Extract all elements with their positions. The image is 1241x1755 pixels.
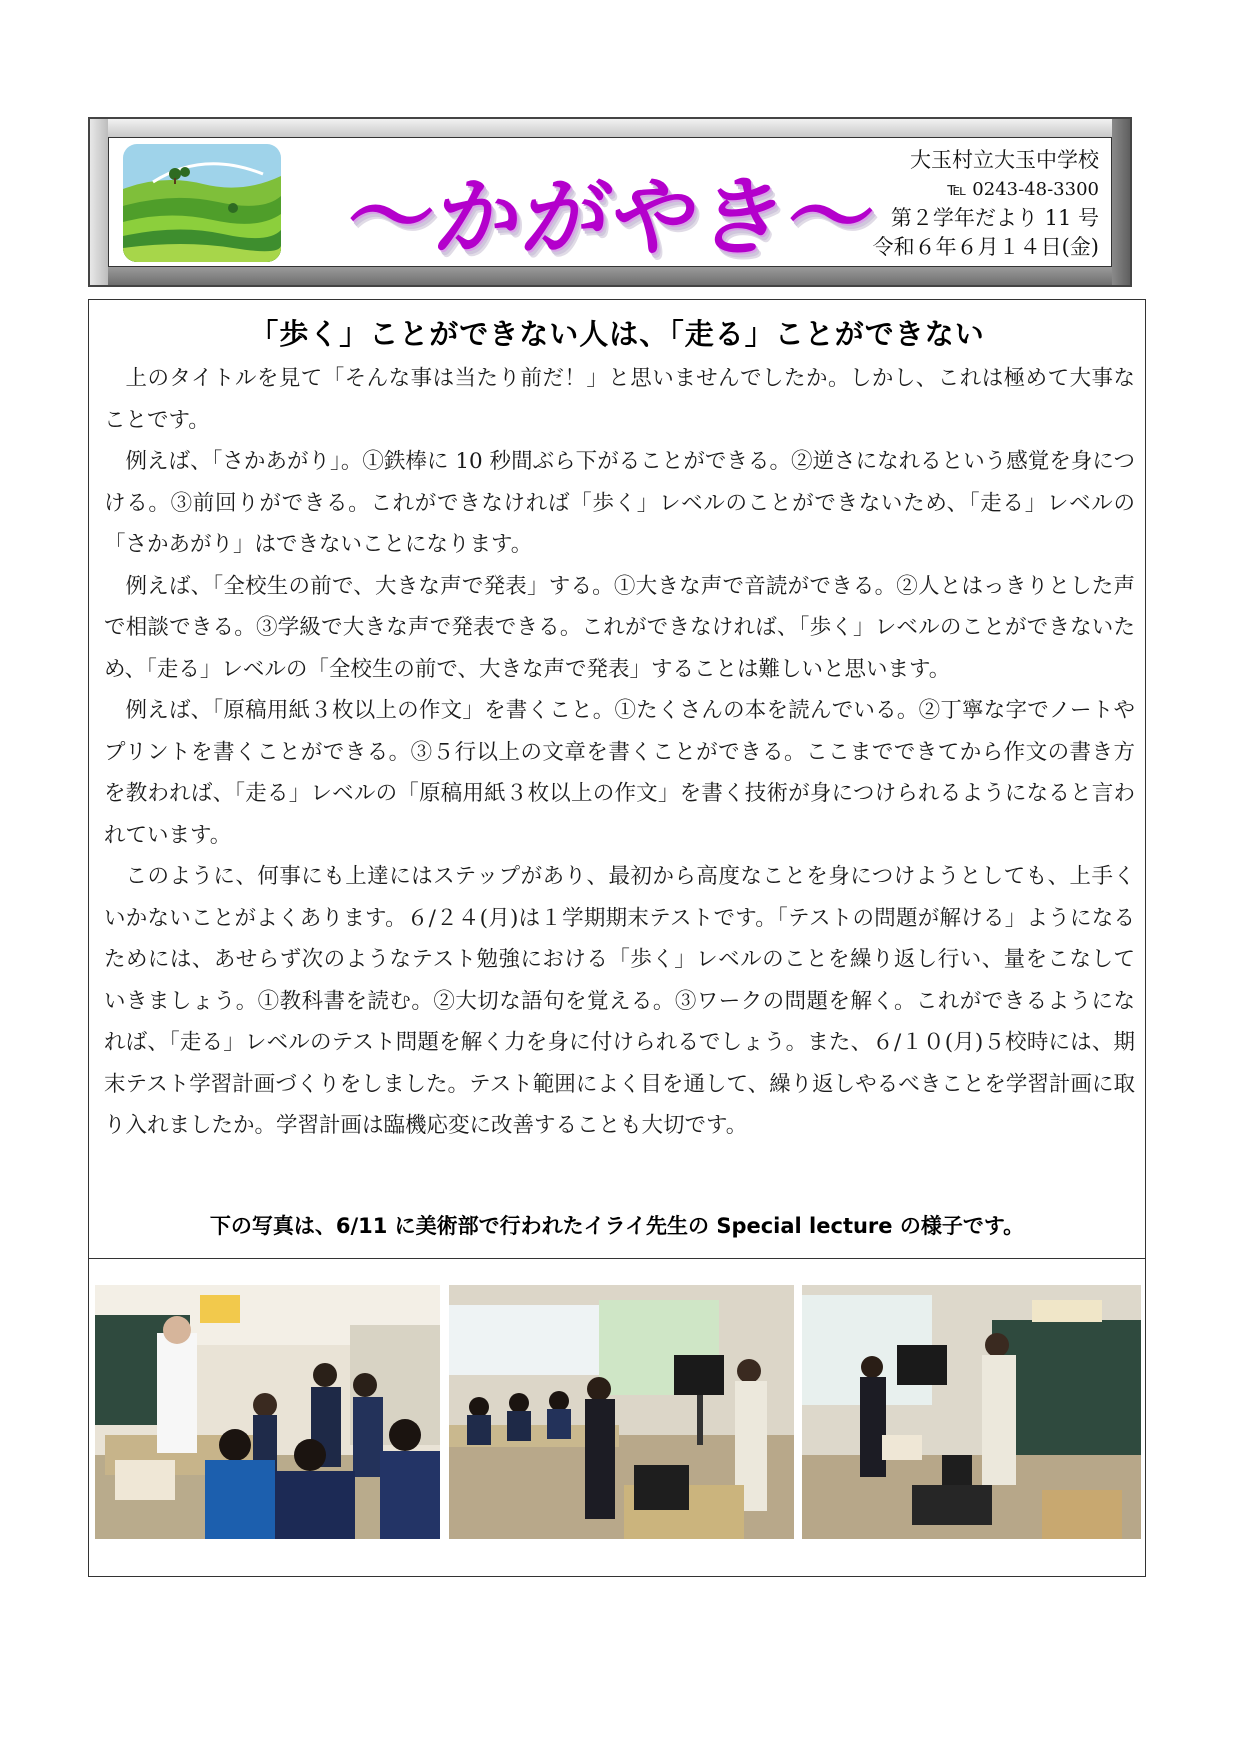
paragraph: 例えば、「原稿用紙３枚以上の作文」を書くこと。①たくさんの本を読んでいる。②丁寧な字でノートやプリントを書くことができる。③５行以上の文章を書くことができる。ここまでできてから作文の書き方を教われば、「走る」レベルの「原稿用紙３枚以上の作文」を書く技術が身につけられるようになると言われています。 [104,698,1135,848]
header-frame [88,117,1132,287]
header-inner [108,137,1112,267]
classroom-photo-1 [95,1285,440,1539]
article-body [104,358,1135,1147]
header-meta [873,146,1099,262]
frame-bevel-right [1112,119,1130,285]
classroom-photo-2 [449,1285,794,1539]
paragraph: 例えば、「全校生の前で、大きな声で発表」する。①大きな声で音読ができる。②人とはっきりとした声で相談できる。③学級で大きな声で発表できる。これができなければ、「歩く」レベルのことができないため、「走る」レベルの「全校生の前で、大きな声で発表」することは難しいと思います。 [104,573,1135,682]
classroom-photo-3 [802,1285,1141,1539]
newsletter-title: 〜かがやき〜 [340,168,883,268]
school-name: 大玉村立大玉中学校 [910,148,1099,172]
frame-bevel-left [90,119,108,285]
paragraph: このように、何事にも上達にはステップがあり、最初から高度なことを身につけようとしても、上手くいかないことがよくあります。６/２４(月)は１学期期末テストです。「テストの問題が解ける」ようになるためには、あせらず次のようなテスト勉強における「歩く」レベルのことを繰り返し行い、量をこなしていきましょう。①教科書を読む。②大切な語句を覚える。③ワークの問題を解く。これができるようになれば、「走る」レベルのテスト問題を解く力を身に付けられるでしょう。また、６/１０(月)５校時には、期末テスト学習計画づくりをしました。テスト範囲によく目を通して、繰り返しやるべきことを学習計画に取り入れましたか。学習計画は臨機応変に改善することも大切です。 [104,864,1135,1138]
article-heading: 「歩く」ことができない人は、「走る」ことができない [249,317,985,351]
paragraph: 例えば、「さかあがり」。①鉄棒に 10 秒間ぶら下がることができる。②逆さになれるという感覚を身につける。③前回りができる。これができなければ「歩く」レベルのことができないため、「走る」レベルの「さかあがり」はできないことになります。 [104,449,1135,557]
issue-date: 令和６年６月１４日(金) [872,235,1099,259]
photo-caption: 下の写真は、6/11 に美術部で行われたイライ先生の Special lecture の様子です。 [209,1214,1025,1238]
paragraph: 上のタイトルを見て「そんな事は当たり前だ！」と思いませんでしたか。しかし、これは極めて大事なことです。 [104,366,1135,433]
issue-number: 第２学年だより 11 号 [890,206,1099,230]
school-tel: ℡ 0243-48-3300 [947,179,1099,200]
landscape-logo [123,144,281,262]
frame-bevel-top [90,119,1130,137]
article-box [88,299,1146,1577]
divider [89,1258,1145,1259]
